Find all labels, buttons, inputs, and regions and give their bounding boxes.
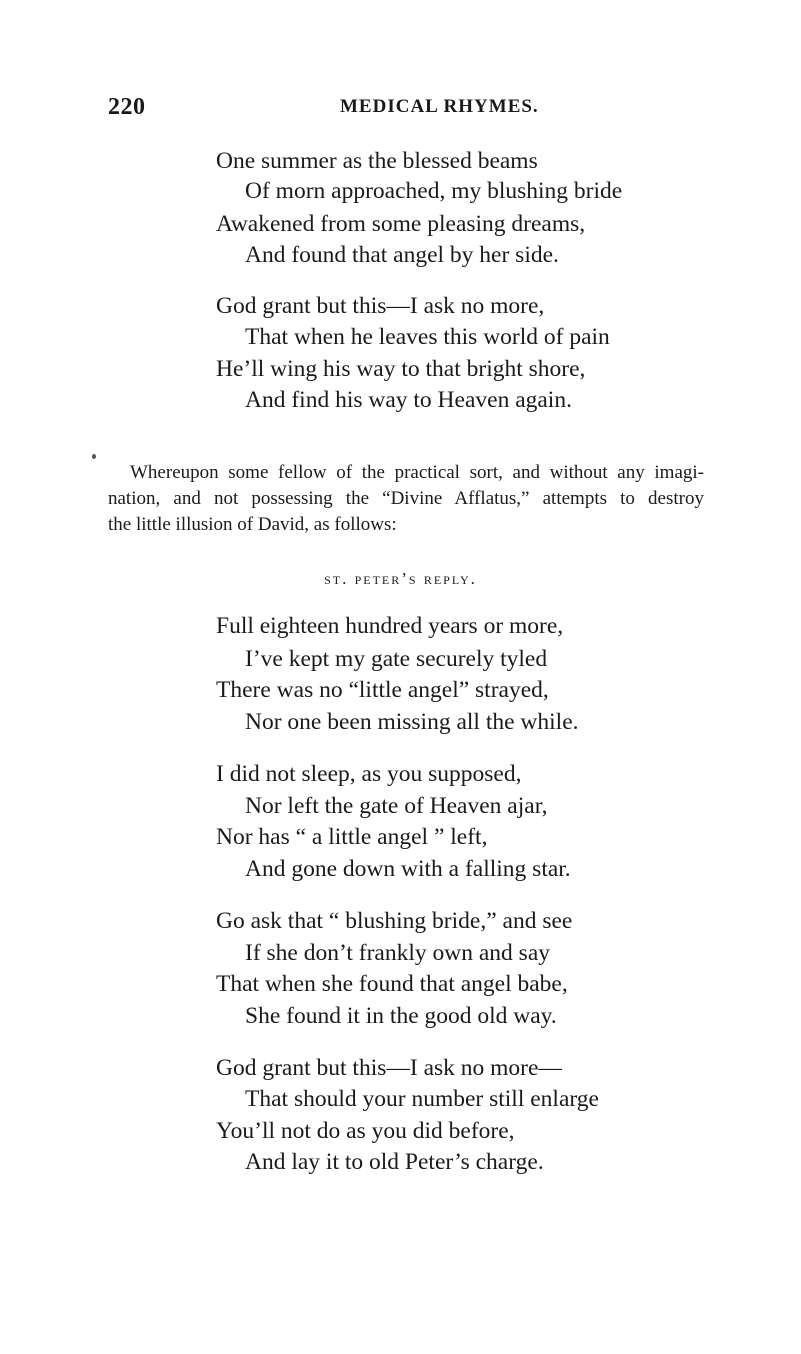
running-title: MEDICAL RHYMES. — [340, 96, 539, 117]
verse-line: And find his way to Heaven again. — [245, 387, 572, 413]
verse-line: That when she found that angel babe, — [216, 971, 568, 997]
verse-line: I’ve kept my gate securely tyled — [245, 646, 548, 672]
verse-line: There was no “little angel” strayed, — [216, 677, 549, 703]
running-head — [108, 94, 668, 120]
verse-line: That when he leaves this world of pain — [245, 324, 610, 350]
verse-line: Nor left the gate of Heaven ajar, — [245, 793, 548, 819]
verse-line: Of morn approached, my blushing bride — [245, 178, 623, 204]
print-speck — [92, 454, 96, 459]
page-number: 220 — [108, 94, 146, 120]
prose-line: nation, and not possessing the “Divine Afflatus,” attempts to destroy — [108, 488, 704, 509]
prose-line: Whereupon some fellow of the practical sort, and without any imagi- — [130, 462, 704, 483]
verse-line: I did not sleep, as you supposed, — [216, 761, 522, 787]
verse-line: And lay it to old Peter’s charge. — [245, 1149, 544, 1175]
verse-line: You’ll not do as you did before, — [216, 1118, 515, 1144]
verse-line: One summer as the blessed beams — [216, 148, 538, 174]
verse-line: She found it in the good old way. — [245, 1003, 557, 1029]
verse-line: God grant but this—I ask no more— — [216, 1055, 562, 1081]
prose-paragraph — [108, 460, 704, 538]
prose-line: the little illusion of David, as follows: — [108, 514, 397, 535]
verse-line: Nor one been missing all the while. — [245, 709, 579, 735]
verse-line: Full eighteen hundred years or more, — [216, 613, 564, 639]
verse-line: Nor has “ a little angel ” left, — [216, 824, 488, 850]
verse-line: And gone down with a falling star. — [245, 856, 571, 882]
verse-line: That should your number still enlarge — [245, 1086, 599, 1112]
section-heading: st. peter’s reply. — [324, 569, 477, 588]
verse-line: If she don’t frankly own and say — [245, 940, 550, 966]
verse-line: God grant but this—I ask no more, — [216, 293, 545, 319]
verse-line: Awakened from some pleasing dreams, — [216, 211, 586, 237]
verse-line: Go ask that “ blushing bride,” and see — [216, 908, 573, 934]
verse-line: He’ll wing his way to that bright shore, — [216, 356, 586, 382]
verse-line: And found that angel by her side. — [245, 242, 559, 268]
